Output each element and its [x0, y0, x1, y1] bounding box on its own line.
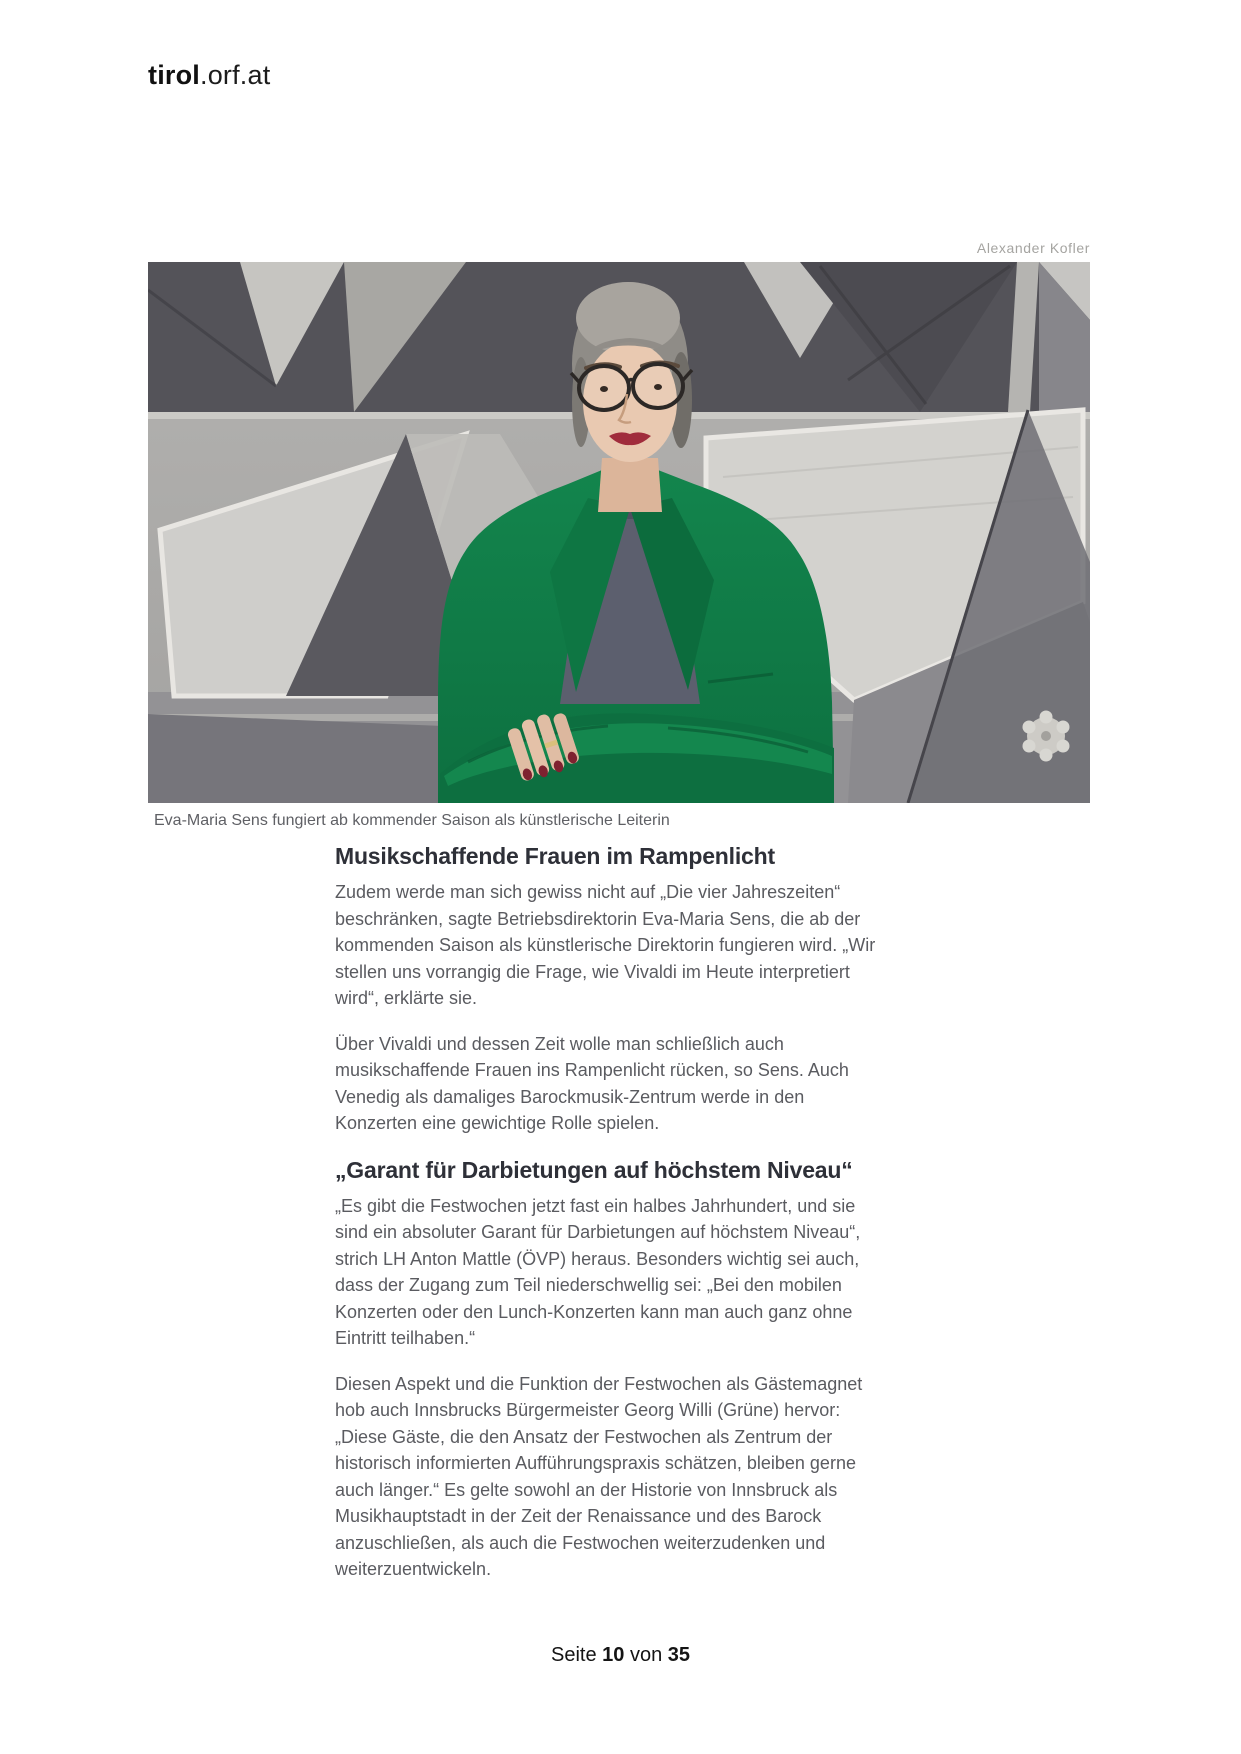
section-heading-1: Musikschaffende Frauen im Rampenlicht [335, 843, 775, 869]
paragraph: Über Vivaldi und dessen Zeit wolle man schließlich auch musikschaffende Frauen ins Rampenlicht rücken, so Sens. Auch Venedig als damaliges Barockmusik-Zentrum werde in den Konzerten eine gewichtige Rolle spielen. [335, 1033, 849, 1133]
footer-label-page: Seite [550, 1644, 597, 1666]
paragraph: „Es gibt die Festwochen jetzt fast ein halbes Jahrhundert, und sie sind ein absoluter Garant für Darbietungen auf höchstem Niveau“, strich LH Anton Mattle (ÖVP) heraus. Besonders wichtig sei auch, dass der Zugang zum Teil niederschwellig sei: „Bei den mobilen Konzerten oder den Lunch-Konzerten kann man auch ganz ohne Eintritt teilhaben.“ [335, 1195, 861, 1348]
footer-page-total: 35 [667, 1644, 691, 1666]
section-heading-2: „Garant für Darbietungen auf höchstem Niveau“ [335, 1156, 853, 1183]
article-body [335, 842, 883, 1602]
article-figure [148, 240, 1090, 830]
photo-credit: Alexander Kofler [976, 240, 1090, 256]
paragraph: Zudem werde man sich gewiss nicht auf „Die vier Jahreszeiten“ beschränken, sagte Betriebsdirektorin Eva-Maria Sens, die ab der kommenden Saison als künstlerische Direktorin fungieren wird. „Wir stellen uns vorrangig die Frage, wie Vivaldi im Heute interpretiert wird“, erklärte sie. [335, 882, 876, 1008]
photo-caption: Eva-Maria Sens fungiert ab kommender Saison als künstlerische Leiterin [154, 812, 670, 829]
paragraph: Diesen Aspekt und die Funktion der Festwochen als Gästemagnet hob auch Innsbrucks Bürgermeister Georg Willi (Grüne) hervor: „Diese Gäste, die den Ansatz der Festwochen als Zentrum der historisch informierten Aufführungspraxis schätzen, bleiben gerne auch länger.“ Es gelte sowohl an der Historie von Innsbruck als Musikhauptstadt in der Zeit der Renaissance und des Barock anzuschließen, als auch die Festwochen weiterzudenken und weiterzuentwickeln. [335, 1373, 863, 1579]
article-photo [148, 262, 1090, 803]
masthead-logo [148, 60, 270, 91]
footer-page-number: 10 [602, 1644, 625, 1666]
footer-label-of: von [629, 1644, 663, 1666]
brand-name-rest: .orf.at [200, 60, 271, 90]
brand-name-bold: tirol [148, 60, 200, 90]
page-footer [0, 1644, 1241, 1667]
